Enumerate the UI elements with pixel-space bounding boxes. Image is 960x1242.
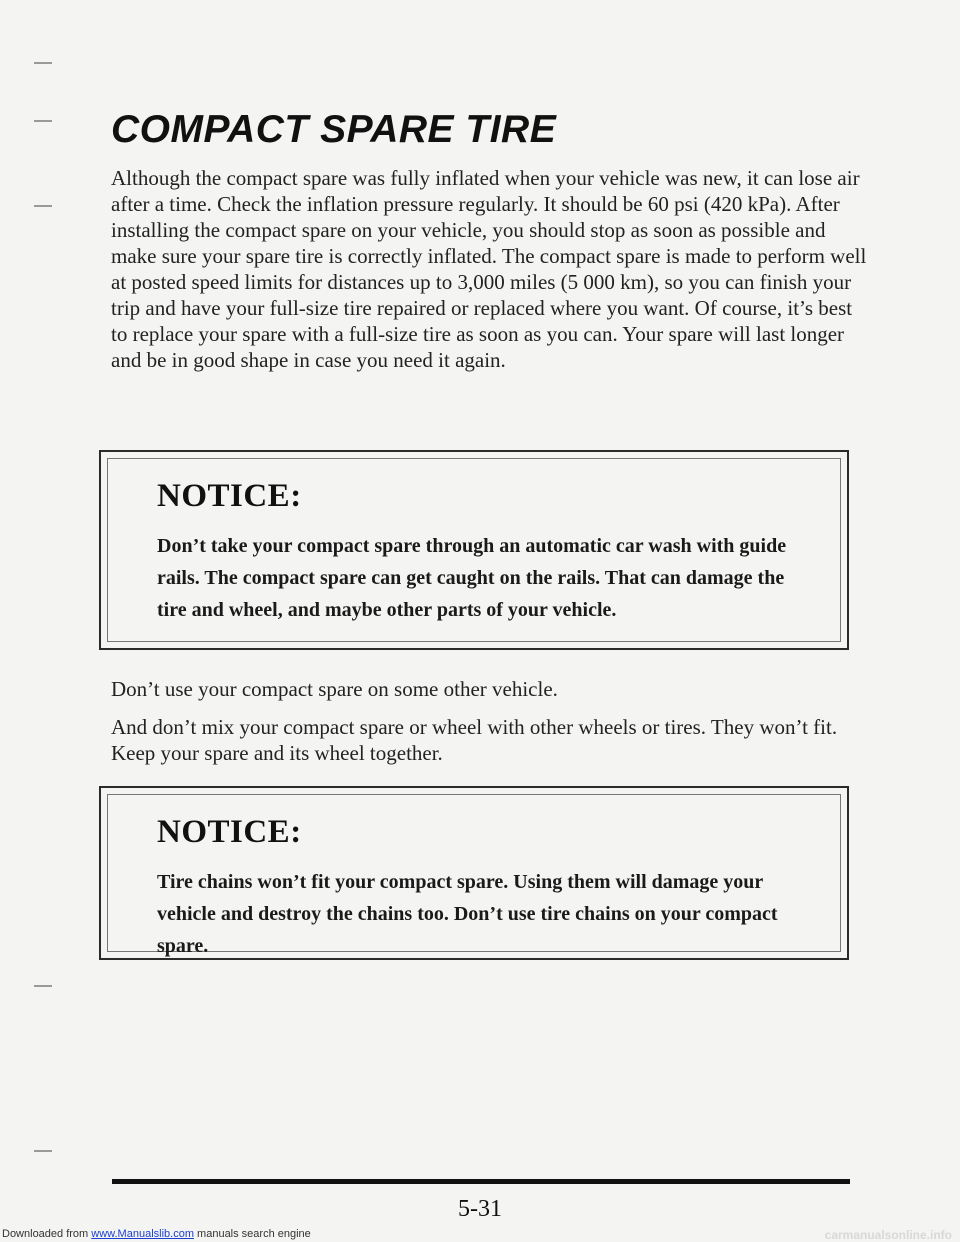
scan-edge-mark xyxy=(34,985,52,987)
scan-edge-mark xyxy=(34,62,52,64)
scan-edge-mark xyxy=(34,120,52,122)
scan-edge-mark xyxy=(34,205,52,207)
footer-rule xyxy=(112,1179,850,1184)
page-number: 5-31 xyxy=(458,1196,502,1222)
download-watermark xyxy=(2,1228,311,1240)
watermark-suffix: manuals search engine xyxy=(197,1228,311,1240)
manualslib-link[interactable]: www.Manualslib.com xyxy=(91,1228,194,1240)
notice-box-tire-chains xyxy=(99,786,849,960)
notice-text: Tire chains won’t fit your compact spare. Using them will damage your vehicle and destroy the chains too. Don’t use tire chains on your compact spare. xyxy=(157,871,778,957)
notice-heading: NOTICE: xyxy=(157,478,302,514)
notice-text: Don’t take your compact spare through an automatic car wash with guide rails. The compact spare can get caught on the rails. That can damage the tire and wheel, and maybe other parts of your vehicle. xyxy=(157,535,787,621)
watermark-prefix: Downloaded from xyxy=(2,1228,89,1240)
scan-edge-mark xyxy=(34,1150,52,1152)
site-watermark: carmanualsonline.info xyxy=(824,1228,952,1242)
notice-box-car-wash xyxy=(99,450,849,650)
paragraph-mix-wheels: And don’t mix your compact spare or wheel with other wheels or tires. They won’t fit. Keep your spare and its wheel together. xyxy=(111,715,838,765)
intro-paragraph: Although the compact spare was fully inflated when your vehicle was new, it can lose air after a time. Check the inflation pressure regularly. It should be 60 psi (420 kPa). After installing the compact spare on your vehicle, you should stop as soon as possible and make sure your spare tire is correctly inflated. The compact spare is made to perform well at posted speed limits for distances up to 3,000 miles (5 000 km), so you can finish your trip and have your full-size tire repaired or replaced where you want. Of course, it’s best to replace your spare with a full-size tire as soon as you can. Your spare will last longer and be in good shape in case you need it again. xyxy=(111,166,867,372)
page-title: COMPACT SPARE TIRE xyxy=(111,108,557,151)
notice-heading: NOTICE: xyxy=(157,814,302,850)
paragraph-other-vehicle: Don’t use your compact spare on some other vehicle. xyxy=(111,677,558,701)
